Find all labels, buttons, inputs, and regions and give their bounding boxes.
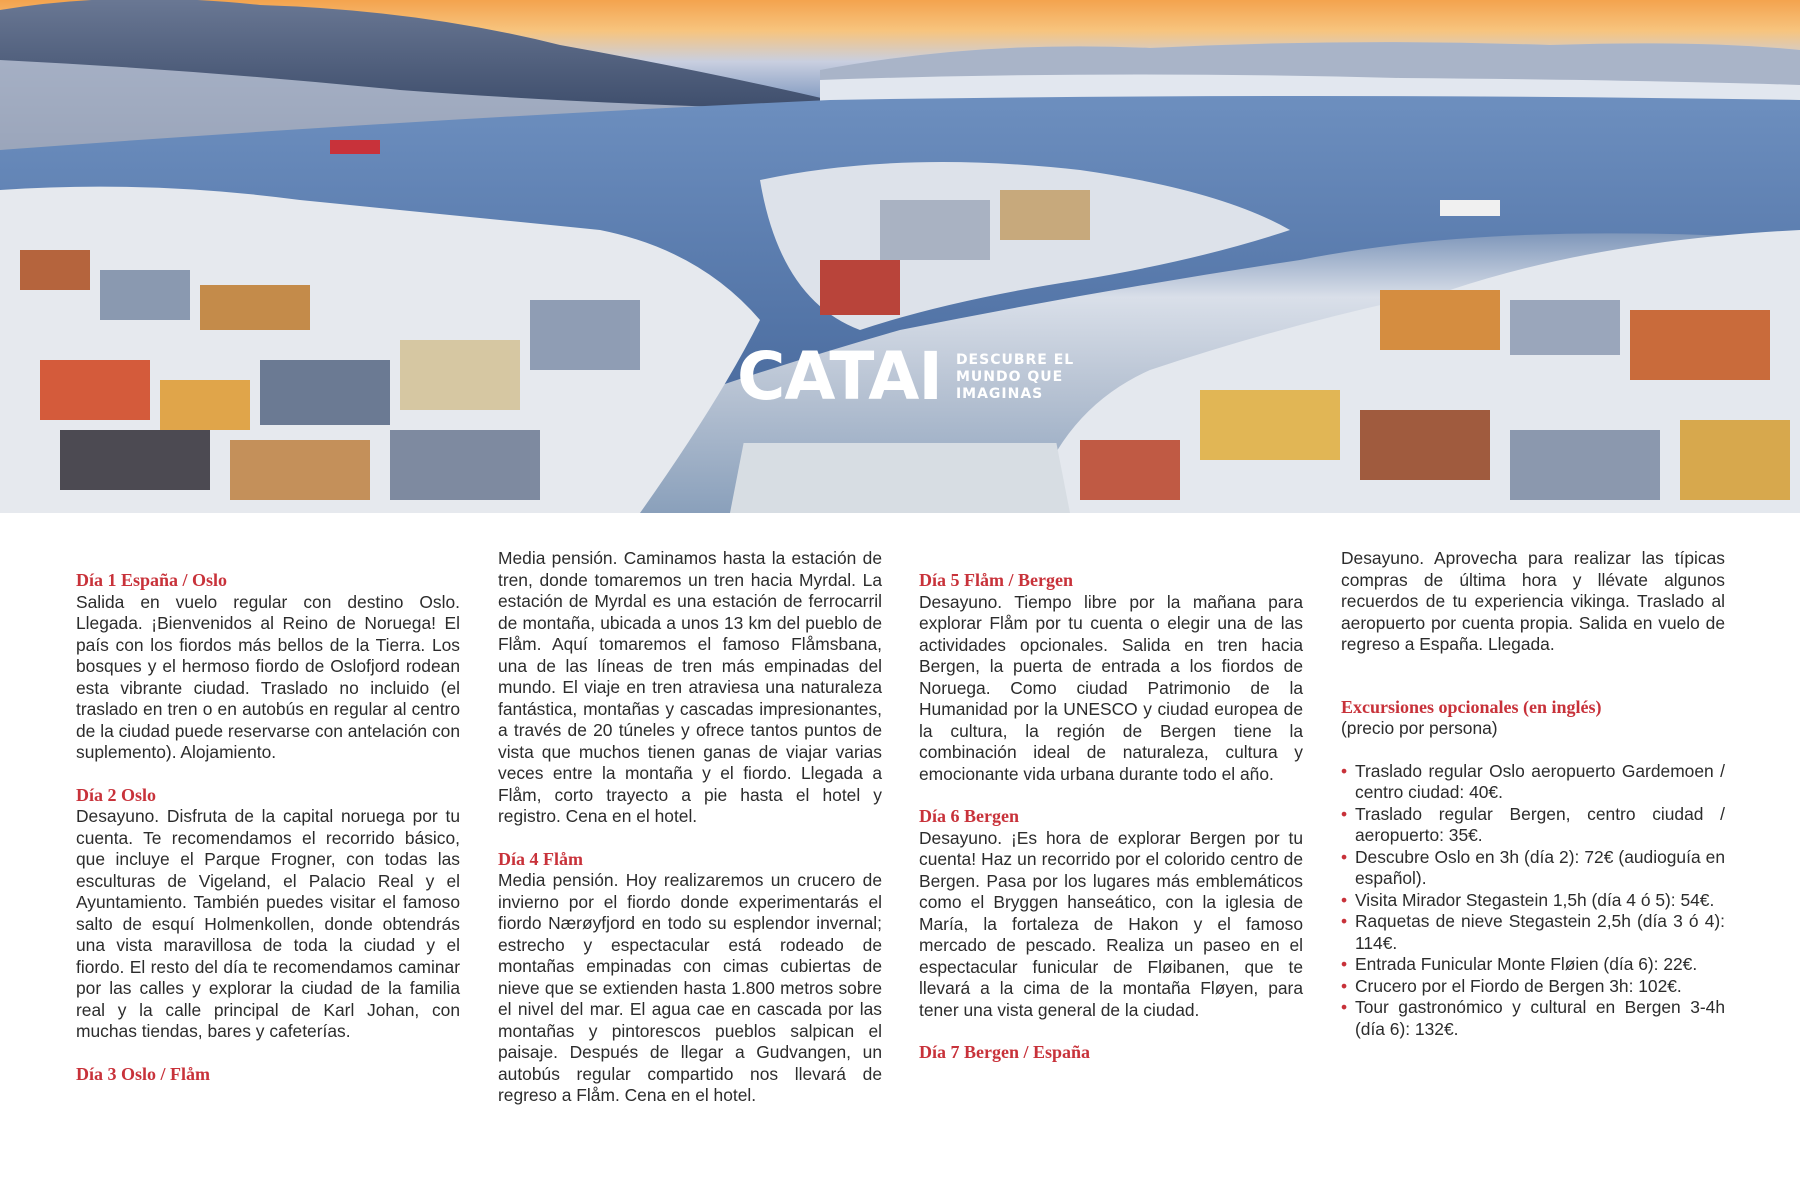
day-1-text: Salida en vuelo regular con destino Oslo. Llegada. ¡Bienvenidos al Reino de Noruega! El país con los fiordos más bellos de la Tierra. Los bosques y el hermoso fiordo de Oslofjord rodean esta vibrante ciudad. Traslado no incluido (el traslado en tren o en autobús en regular al centro de la ciudad puede reservarse con antelación con suplemento). Alojamiento. xyxy=(76,591,460,762)
day-5-title: Día 5 Flåm / Bergen xyxy=(919,570,1073,590)
excursions-title: Excursiones opcionales (en inglés) xyxy=(1341,696,1602,717)
tagline-line: MUNDO QUE xyxy=(955,368,1064,385)
day-1-title: Día 1 España / Oslo xyxy=(76,570,228,590)
day-5-text: Desayuno. Tiempo libre por la mañana para explorar Flåm por tu cuenta o elegir una de las actividades opcionales. Salida en tren hacia Bergen, la puerta de entrada a los fiordos de Noruega. Como ciudad Patrimonio de la Humanidad por la UNESCO y ciudad europea de la cultura, la región de Bergen tiene la combinación ideal de naturaleza, cultura y emocionante vida urbana durante todo el año. xyxy=(919,591,1303,784)
day-2-title: Día 2 Oslo xyxy=(76,784,157,805)
itinerary-column-4 xyxy=(1341,548,1725,1040)
day-6-title: Día 6 Bergen xyxy=(919,806,1019,826)
itinerary-column-3 xyxy=(919,570,1303,1064)
day-4-text: Media pensión. Hoy realizaremos un crucero de invierno por el fiordo donde experimentarás el fiordo Nærøyfjord en todo su esplendor invernal; estrecho y espectacular está rodeado de montañas empinadas con cimas cubiertas de nieve que se extienden hasta 1.800 metros sobre el nivel del mar. El agua cae en cascada por las montañas y pintorescos pueblos salpican el paisaje. Después de llegar a Gudvangen, un autobús regular compartido nos llevará de regreso a Flåm. Cena en el hotel. xyxy=(498,870,882,1105)
day-3-title: Día 3 Oslo / Flåm xyxy=(76,1063,210,1084)
itinerary-column-1 xyxy=(76,570,460,1085)
list-item: • Visita Mirador Stegastein 1,5h (día 4 ó 5): 54€. xyxy=(1341,890,1725,912)
day-4-title: Día 4 Flåm xyxy=(498,848,583,869)
list-item: • Traslado regular Bergen, centro ciudad / aeropuerto: 35€. xyxy=(1341,804,1725,847)
tagline-line: DESCUBRE EL xyxy=(955,351,1075,368)
catai-logo xyxy=(737,338,1075,415)
day-7-title: Día 7 Bergen / España xyxy=(919,1042,1091,1062)
day-7-text: Desayuno. Aprovecha para realizar las típicas compras de última hora y llévate algunos recuerdos de tu experiencia vikinga. Traslado al aeropuerto por cuenta propia. Salida en vuelo de regreso a España. Llegada. xyxy=(1341,548,1725,654)
city-panorama-illustration xyxy=(0,0,1800,513)
day-3-text: Media pensión. Caminamos hasta la estación de tren, donde tomaremos un tren hacia Myrdal. La estación de Myrdal es una estación de ferrocarril de montaña, ubicada a unos 13 km del pueblo de Flåm. Aquí tomaremos el famoso Flåmsbana, una de las líneas de tren más empinadas del mundo. El viaje en tren atraviesa una naturaleza fantástica, montañas y cascadas impresionantes, a través de 20 túneles y ofrece tantos puntos de vista que muchos tienen ganas de viajar varias veces entre la montaña y el fiordo. Llegada a Flåm, corto trayecto a pie hasta el hotel y registro. Cena en el hotel. xyxy=(498,548,882,826)
day-2-text: Desayuno. Disfruta de la capital noruega por tu cuenta. Te recomendamos el recorrido básico, que incluye el Parque Frogner, con todas las esculturas de Vigeland, el Palacio Real y el Ayuntamiento. También puedes visitar el famoso salto de esquí Holmenkollen, donde obtendrás una vista maravillosa de toda la ciudad y el fiordo. El resto del día te recomendamos caminar por las calles y explorar la ciudad de la familia real y la calle principal de Karl Johan, con muchas tiendas, bares y cafeterías. xyxy=(76,806,460,1041)
tagline-line: IMAGINAS xyxy=(955,385,1044,402)
brand-tagline xyxy=(956,352,1074,403)
day-6-text: Desayuno. ¡Es hora de explorar Bergen por tu cuenta! Haz un recorrido por el colorido centro de Bergen. Pasa por los lugares más emblemáticos como el Bryggen hanseático, con la iglesia de María, la fortaleza de Hakon y el famoso mercado de pescado. Realiza un paseo en el espectacular funicular de Fløibanen, que te llevará a la cima de la montaña Fløyen, para tener una vista general de la ciudad. xyxy=(919,827,1303,1020)
hero-tab xyxy=(730,443,1070,513)
excursions-list xyxy=(1341,761,1725,1041)
list-item: • Entrada Funicular Monte Fløien (día 6): 22€. xyxy=(1341,954,1725,976)
list-item: • Traslado regular Oslo aeropuerto Gardemoen / centro ciudad: 40€. xyxy=(1341,761,1725,804)
itinerary-column-2 xyxy=(498,548,882,1128)
list-item: • Descubre Oslo en 3h (día 2): 72€ (audioguía en español). xyxy=(1341,847,1725,890)
hero-photo-bergen xyxy=(0,0,1800,513)
ship xyxy=(1440,200,1500,216)
list-item: • Tour gastronómico y cultural en Bergen 3-4h (día 6): 132€. xyxy=(1341,997,1725,1040)
list-item: • Raquetas de nieve Stegastein 2,5h (día 3 ó 4): 114€. xyxy=(1341,911,1725,954)
list-item: • Crucero por el Fiordo de Bergen 3h: 102€. xyxy=(1341,976,1725,998)
brand-name: CATAI xyxy=(737,338,942,415)
ship xyxy=(330,140,380,154)
excursions-subtitle: (precio por persona) xyxy=(1341,718,1498,738)
